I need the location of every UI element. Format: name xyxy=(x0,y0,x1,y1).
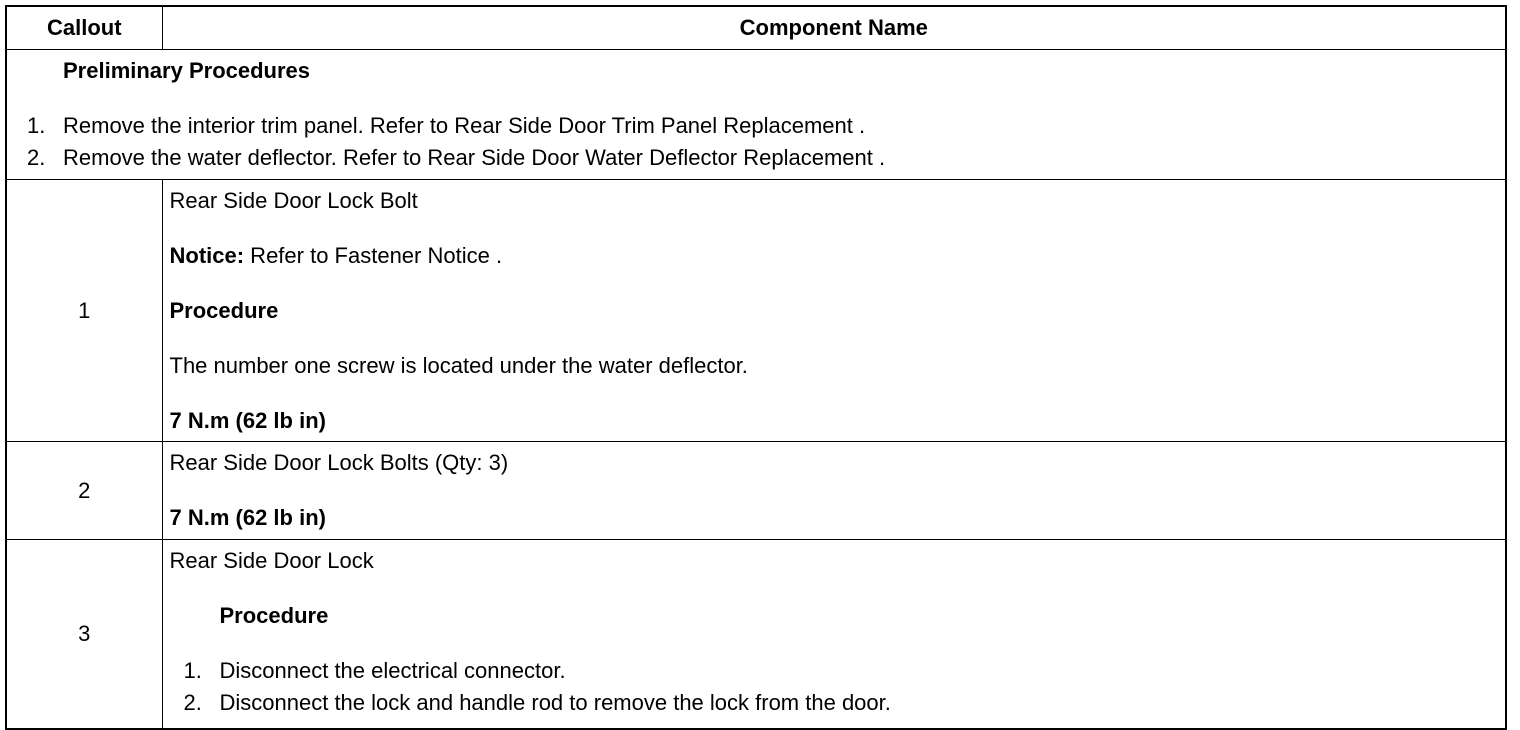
step-number: 1. xyxy=(183,658,202,683)
component-cell xyxy=(162,180,1506,442)
list-item xyxy=(170,658,1500,684)
procedure-label: Procedure xyxy=(219,603,329,628)
procedure-text: The number one screw is located under the water deflector. xyxy=(169,353,748,378)
step-text: Remove the interior trim panel. Refer to Rear Side Door Trim Panel Replacement . xyxy=(63,113,866,138)
step-text: Remove the water deflector. Refer to Rear Side Door Water Deflector Replacement . xyxy=(63,145,886,170)
callout-header: Callout xyxy=(6,6,162,50)
step-text: Disconnect the lock and handle rod to remove the lock from the door. xyxy=(219,690,891,715)
list-item xyxy=(170,690,1500,716)
callout-number: 3 xyxy=(6,540,162,730)
procedure-label: Procedure xyxy=(169,298,279,323)
notice-label: Notice: xyxy=(169,243,245,268)
component-name-header: Component Name xyxy=(162,6,1506,50)
list-item xyxy=(7,113,1505,139)
list-item xyxy=(7,145,1505,171)
component-name: Rear Side Door Lock Bolt xyxy=(169,188,418,213)
notice-text: Refer to Fastener Notice . xyxy=(244,243,503,268)
step-number: 2. xyxy=(27,145,46,170)
component-cell xyxy=(162,540,1506,730)
component-table xyxy=(5,5,1507,730)
component-cell xyxy=(162,442,1506,540)
header-row xyxy=(6,6,1506,50)
callout-number: 2 xyxy=(6,442,162,540)
procedure-steps xyxy=(170,658,1500,716)
torque-spec: 7 N.m (62 lb in) xyxy=(169,408,326,433)
callout-number: 1 xyxy=(6,180,162,442)
preliminary-steps xyxy=(7,113,1505,171)
notice xyxy=(170,243,1500,269)
step-number: 2. xyxy=(183,690,202,715)
preliminary-cell xyxy=(6,50,1506,180)
step-number: 1. xyxy=(27,113,46,138)
component-name: Rear Side Door Lock Bolts (Qty: 3) xyxy=(169,450,509,475)
table-row xyxy=(6,442,1506,540)
component-name: Rear Side Door Lock xyxy=(169,548,374,573)
table-row xyxy=(6,180,1506,442)
table-row xyxy=(6,540,1506,730)
preliminary-row xyxy=(6,50,1506,180)
step-text: Disconnect the electrical connector. xyxy=(219,658,566,683)
torque-spec: 7 N.m (62 lb in) xyxy=(169,505,326,530)
preliminary-title: Preliminary Procedures xyxy=(63,58,311,83)
